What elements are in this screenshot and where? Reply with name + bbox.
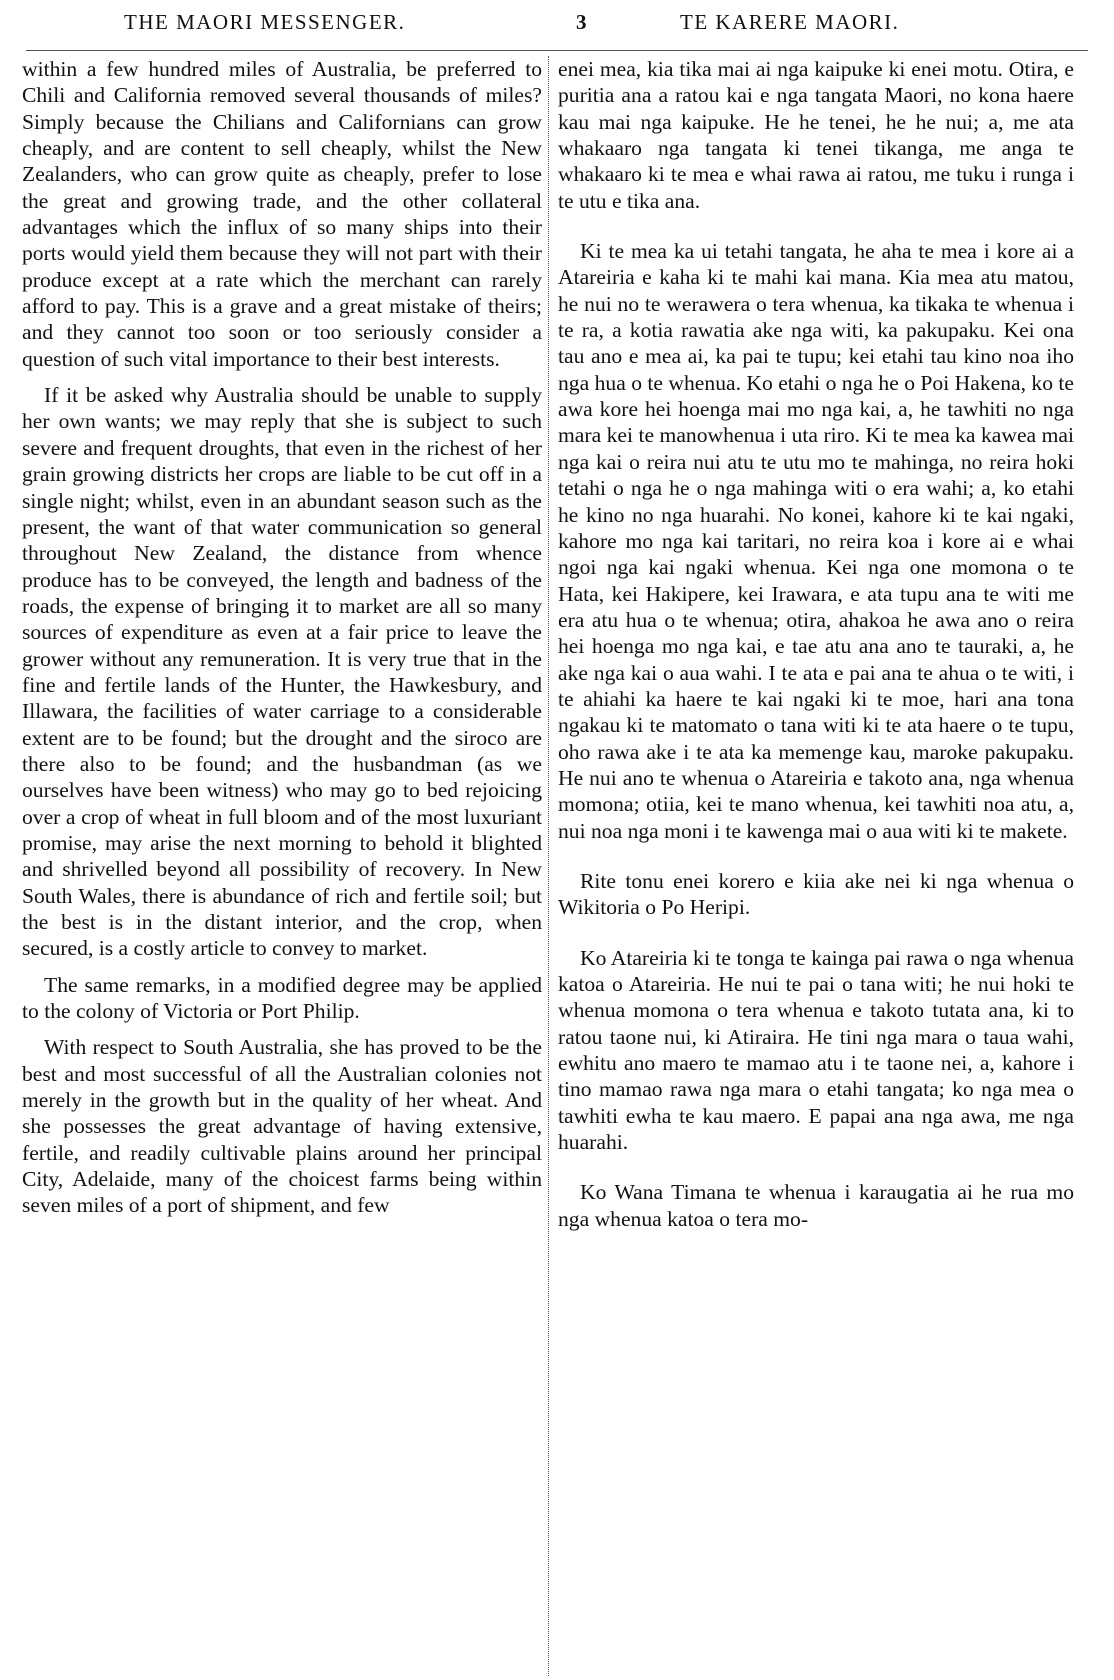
english-paragraph-3: The same remarks, in a modified degree may be applied to the colony of Victoria or Port Philip.: [22, 972, 542, 1024]
column-divider: [548, 56, 549, 1676]
header-rule: [26, 50, 1088, 51]
masthead-english: THE MAORI MESSENGER.: [124, 10, 406, 34]
maori-paragraph-1: enei mea, kia tika mai ai nga kaipuke ki enei motu. Otira, e puritia ana a ratou kai e nga tangata Maori, no kona haere kau mai nga kaipuke. He he tenei, he he nui; a, me ata whakaaro nga tangata ki tenei tikanga, me anga te whakaaro ki te mea e whai rawa ai ratou, me tuku i runga i te utu e tika ana.: [558, 57, 1074, 213]
page-header: [20, 6, 1094, 40]
maori-column: [558, 56, 1074, 1232]
english-paragraph-4: With respect to South Australia, she has proved to be the best and most successful of all the Australian colonies not merely in the growth but in the quality of her wheat. And she possesses the great advantage of having extensive, fertile, and readily cultivable plains around her principal City, Adelaide, many of the choicest farms being within seven miles of a port of shipment, and few: [22, 1035, 542, 1218]
english-paragraph-2: If it be asked why Australia should be unable to supply her own wants; we may reply that she is subject to such severe and frequent droughts, that even in the richest of her grain growing districts her crops are liable to be cut off in a single night; whilst, even in an abundant season such as the present, the want of that water communication so general throughout New Zealand, the distance from whence produce has to be conveyed, the length and badness of the roads, the expense of bringing it to market are all so many sources of expenditure as even at a fair price to leave the grower without any remuneration. It is very true that in the fine and fertile lands of the Hunter, the Hawkesbury, and Illawara, the facilities of water carriage to a considerable extent are to be found; but the drought and the siroco are there also to be found; and the husbandman (as we ourselves have been witness) who may go to bed rejoicing over a crop of wheat in full bloom and of the most luxuriant promise, may arise the next morning to behold it blighted and shrivelled beyond all possibility of recovery. In New South Wales, there is abundance of rich and fertile soil; but the best is in the distant interior, and the crop, when secured, is a costly article to convey to market.: [22, 383, 542, 961]
page-number: 3: [576, 10, 588, 34]
maori-paragraph-5: Ko Wana Timana te whenua i karaugatia ai he rua mo nga whenua katoa o tera mo-: [558, 1180, 1074, 1231]
maori-paragraph-2: Ki te mea ka ui tetahi tangata, he aha te mea i kore ai a Atareiria e kaha ki te mahi kai mana. Kia mea atu matou, he nui no te werawera o tera whenua, ka tikaka te whenua i te ra, a kotia rawatia ake nga witi, ka pakupaku. Kei ona tau ano e mea ai, ka pai te tupu; kei etahi tau kino noa iho nga hua o te whenua. Ko etahi o nga he o Poi Hakena, ko te awa kore hei hoenga mai mo nga kai, a, he tawhiti no nga mara kei te manowhenua i uta riro. Ki te mea ka kawea mai nga kai o reira nui atu te utu mo te mahinga, no reira hoki tetahi o nga he o nga mahinga witi o era wahi; a, ko etahi he kino no nga huarahi. No konei, kahore ki te kai ngaki, kahore mo nga kai taritari, no reira koa i kore ai e whai ngoi nga kai ngaki whenua. Kei nga one momona o te Hata, kei Hakipere, kei Irawara, e ata tupu ana te witi me era atu hua o te whenua; otira, ahakoa he awa ano o reira hei hoenga mo nga kai, e tae atu ana ano te tauraki, a, he ake nga kai o aua wahi. I te ata e pai ana te ahua o te witi, i te ahiahi ka haere te kai ngaki ki te moe, hari ana tona ngakau ki te matomato o tana witi ki te ata haere o te tupu, oho rawa ake i te ata ka memenge kau, maroke pakupaku. He nui ano te whenua o Atareiria e takoto ana, nga whenua momona; otiia, kei te mano whenua, kei tawhiti noa atu, a, nui noa nga moni i te kawenga mai o aua witi ki te makete.: [558, 239, 1074, 843]
masthead-maori: TE KARERE MAORI.: [680, 10, 900, 34]
english-column: [22, 56, 542, 1219]
english-paragraph-1: within a few hundred miles of Australia, be preferred to Chili and California removed several thousands of miles? Simply because the Chilians and Californians can grow cheaply, and are content to sell cheaply, whilst the New Zealanders, who can grow quite as cheaply, prefer to lose the great and growing trade, and the other collateral advantages which the influx of so many ships into their ports would yield them because they will not part with their produce except at a rate which the merchant can rarely afford to pay. This is a grave and a great mistake of theirs; and they cannot too soon or too seriously consider a question of such vital importance to their best interests.: [22, 57, 542, 371]
maori-paragraph-4: Ko Atareiria ki te tonga te kainga pai rawa o nga whenua katoa o Atareiria. He nui te pai o tana witi; he nui hoki te whenua momona o tera whenua e takoto tutata ana, ki to ratou taone nui, ki Atiraira. He tini nga mara o taua wahi, ewhitu ano maero te mamao atu i te taone nei, a, kahore i tino mamao rawa nga mara o etahi tangata; ko nga mea o tawhiti ewha te kau maero. E papai ana nga awa, me nga huarahi.: [558, 945, 1074, 1155]
maori-paragraph-3: Rite tonu enei korero e kiia ake nei ki nga whenua o Wikitoria o Po Heripi.: [558, 868, 1074, 920]
